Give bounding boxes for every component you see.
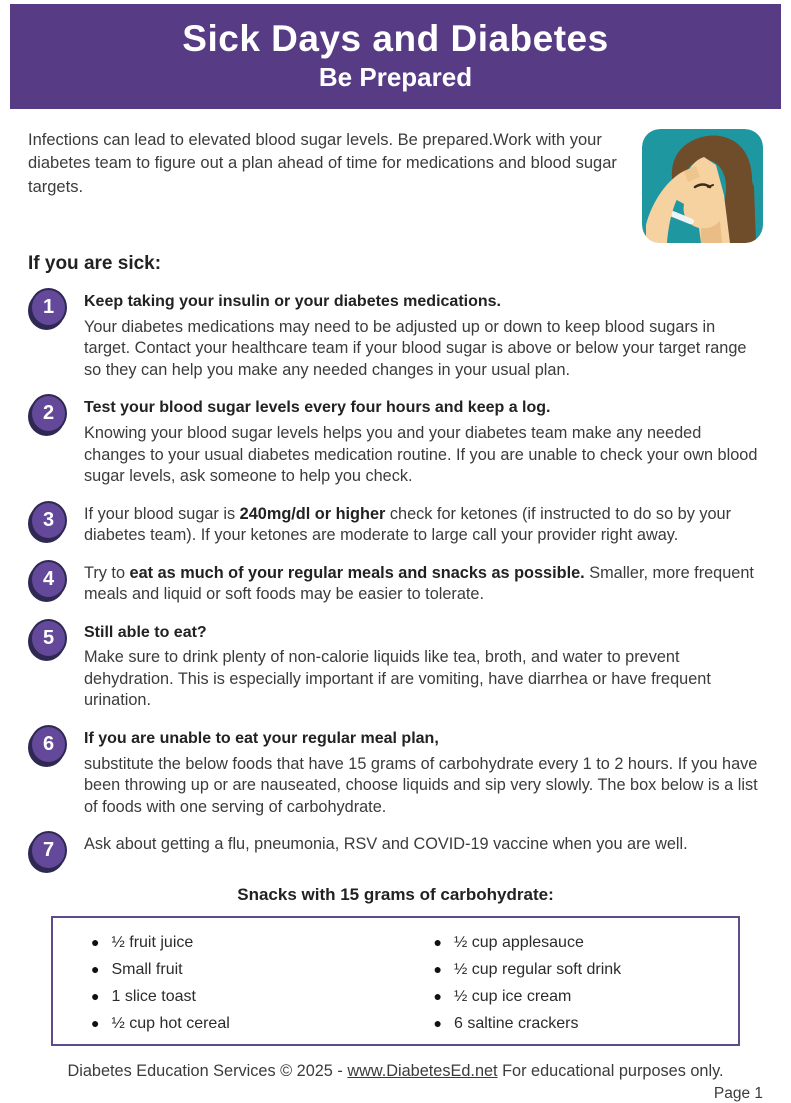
- step-5: [28, 619, 763, 712]
- step-content: [84, 831, 763, 856]
- snacks-right-column: [396, 925, 739, 1033]
- step-body: Knowing your blood sugar levels helps you and your diabetes team make any needed changes to your usual diabetes medication routine. If you are unable to check your own blood sugar levels, ask someone to help you check.: [84, 424, 758, 486]
- snack-label: Small fruit: [111, 961, 183, 979]
- page-title: Sick Days and Diabetes: [182, 18, 609, 59]
- step-body: substitute the below foods that have 15 grams of carbohydrate every 1 to 2 hours. If you have been throwing up or are nauseated, choose liquids and sip very slowly. The box below is a list of foods with one serving of carbohydrate.: [84, 754, 758, 816]
- bullet-icon: ●: [91, 961, 100, 978]
- step-body: Your diabetes medications may need to be adjusted up or down to keep blood sugars in target. Contact your healthcare team if your blood sugar is above or below your target range so they can help you make any needed changes in your usual plan.: [84, 317, 747, 379]
- snack-label: ½ cup hot cereal: [111, 1015, 230, 1033]
- bullet-icon: ●: [433, 988, 442, 1005]
- bullet-icon: ●: [91, 934, 100, 951]
- list-item: [396, 961, 739, 979]
- bullet-icon: ●: [433, 961, 442, 978]
- sick-person-illustration: [642, 129, 763, 243]
- bullet-icon: ●: [91, 988, 100, 1005]
- list-item: [396, 988, 739, 1006]
- snack-list: [53, 934, 396, 1033]
- snacks-left-column: [53, 925, 396, 1033]
- step-number-badge: 5: [30, 619, 67, 658]
- sick-person-thermometer-icon: [642, 129, 763, 243]
- step-text-post: check for ketones (if instructed to do so by your diabetes team). If your ketones are moderate to large call your provider right away.: [84, 504, 732, 545]
- snack-list: [396, 934, 739, 1033]
- step-body: Ask about getting a flu, pneumonia, RSV and COVID-19 vaccine when you are well.: [84, 835, 688, 854]
- step-text-bold: eat as much of your regular meals and snacks as possible.: [129, 563, 585, 582]
- footer: [0, 1062, 791, 1081]
- step-content: [84, 725, 763, 818]
- step-heading: Keep taking your insulin or your diabetes medications.: [84, 293, 501, 310]
- step-content: [84, 288, 763, 381]
- snack-label: ½ fruit juice: [111, 934, 194, 952]
- intro-row: [28, 129, 763, 243]
- step-4: [28, 560, 763, 606]
- step-body: [84, 501, 763, 547]
- list-item: [396, 934, 739, 952]
- snacks-box: [51, 916, 740, 1046]
- step-number-badge: 3: [30, 501, 67, 540]
- snacks-heading: Snacks with 15 grams of carbohydrate:: [237, 885, 554, 905]
- step-2: [28, 394, 763, 487]
- step-7: [28, 831, 763, 870]
- footer-text-post: For educational purposes only.: [497, 1062, 724, 1081]
- steps-list: [28, 288, 763, 870]
- list-item: [53, 934, 396, 952]
- step-content: [84, 501, 763, 547]
- header-banner: [10, 4, 781, 109]
- step-number-badge: 1: [30, 288, 67, 327]
- step-1: [28, 288, 763, 381]
- step-text-pre: If your blood sugar is: [84, 504, 240, 523]
- list-item: [53, 988, 396, 1006]
- bullet-icon: ●: [433, 1015, 442, 1032]
- step-6: [28, 725, 763, 818]
- step-3: [28, 501, 763, 547]
- step-number-badge: 2: [30, 394, 67, 433]
- website-link[interactable]: www.DiabetesEd.net: [347, 1062, 498, 1081]
- step-content: [84, 619, 763, 712]
- step-text-post: Smaller, more frequent meals and liquid or soft foods may be easier to tolerate.: [84, 563, 754, 604]
- step-heading: If you are unable to eat your regular meal plan,: [84, 729, 439, 747]
- step-text-bold: 240mg/dl or higher: [239, 504, 386, 523]
- step-content: [84, 560, 763, 606]
- step-number-badge: 7: [30, 831, 67, 870]
- list-item: [396, 1015, 739, 1033]
- step-body: Make sure to drink plenty of non-calorie liquids like tea, broth, and water to prevent dehydration. This is especially important if are vomiting, have diarrhea or have frequent urination.: [84, 648, 711, 710]
- step-content: [84, 394, 763, 487]
- list-item: [53, 961, 396, 979]
- snack-label: 1 slice toast: [111, 988, 196, 1006]
- step-heading: Test your blood sugar levels every four hours and keep a log.: [84, 399, 551, 417]
- snack-label: ½ cup regular soft drink: [453, 961, 622, 979]
- footer-text-pre: Diabetes Education Services © 2025 -: [67, 1062, 348, 1081]
- step-text-pre: Try to: [84, 563, 130, 582]
- snack-label: 6 saltine crackers: [453, 1015, 579, 1033]
- step-heading: Still able to eat?: [84, 623, 207, 641]
- step-body: [84, 560, 763, 606]
- page-number: Page 1: [713, 1085, 763, 1103]
- intro-paragraph: Infections can lead to elevated blood sugar levels. Be prepared.Work with your diabetes team to figure out a plan ahead of time for medications and blood sugar targets.: [28, 131, 617, 196]
- bullet-icon: ●: [91, 1015, 100, 1032]
- snack-label: ½ cup ice cream: [453, 988, 572, 1006]
- bullet-icon: ●: [433, 934, 442, 951]
- snack-label: ½ cup applesauce: [453, 934, 584, 952]
- step-number-badge: 4: [30, 560, 67, 599]
- list-item: [53, 1015, 396, 1033]
- section-heading-if-sick: If you are sick:: [28, 253, 162, 274]
- document-page: [0, 4, 791, 1103]
- page-subtitle: Be Prepared: [318, 62, 473, 92]
- step-number-badge: 6: [30, 725, 67, 764]
